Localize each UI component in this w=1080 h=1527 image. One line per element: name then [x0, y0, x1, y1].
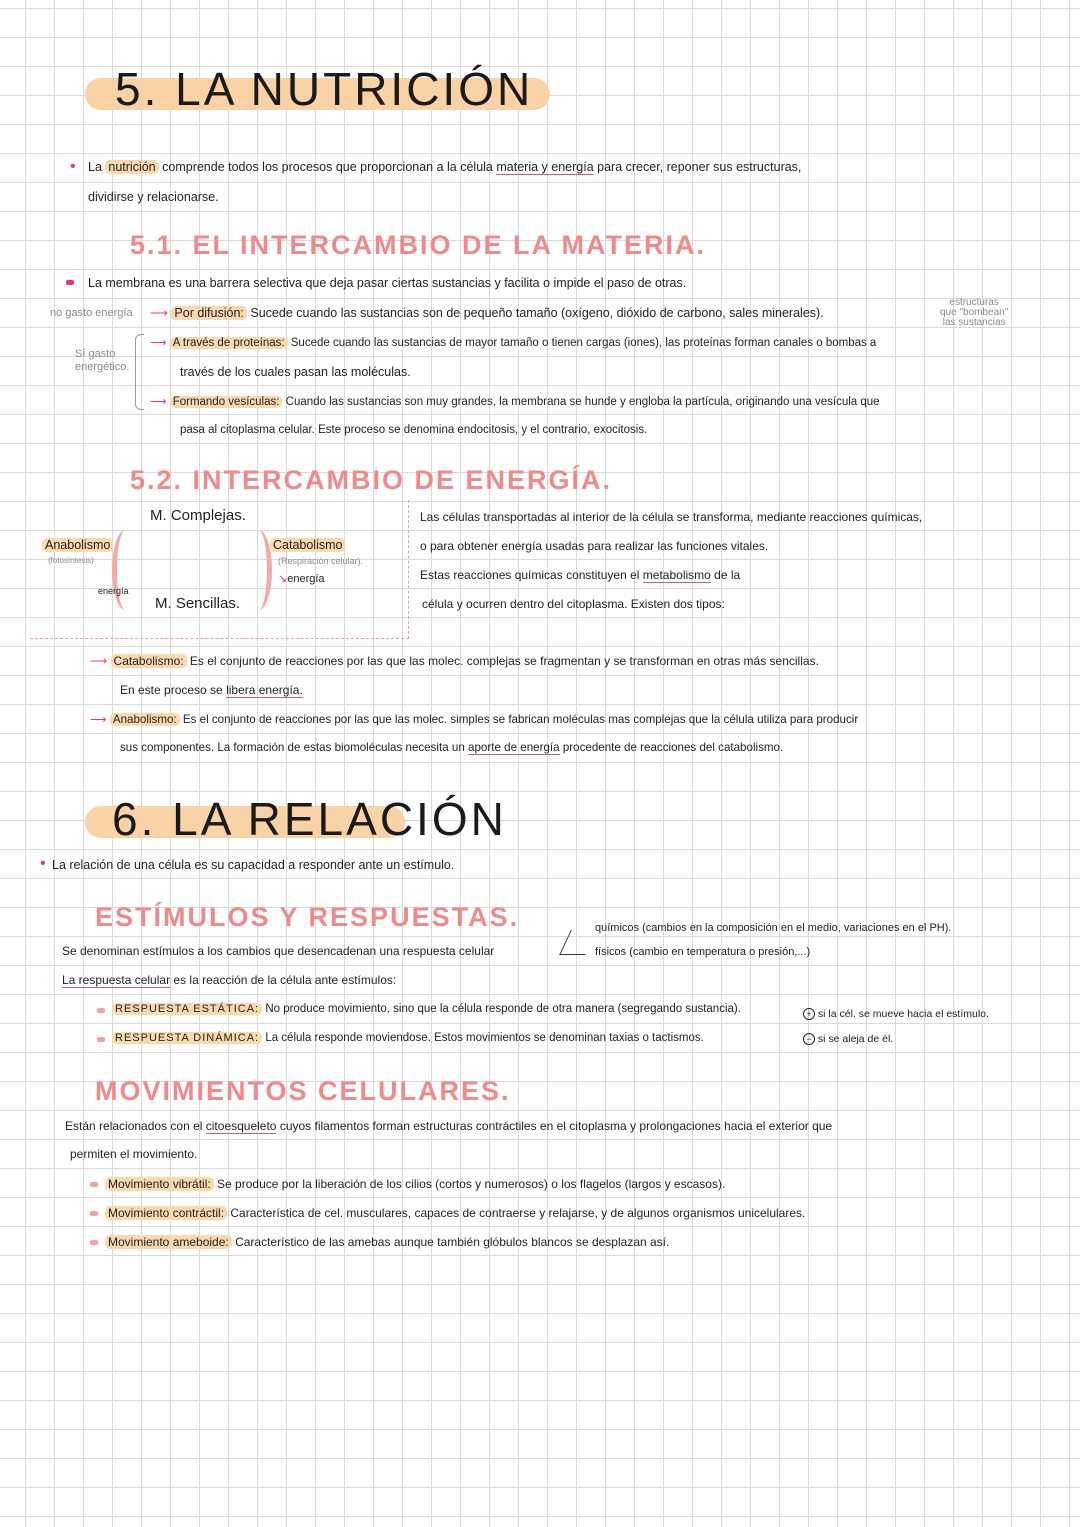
term: Movimiento contráctil:	[105, 1206, 227, 1220]
diagram-top: M. Complejas.	[150, 507, 246, 524]
term: Catabolismo:	[111, 654, 187, 668]
term: Por difusión:	[171, 306, 246, 320]
catabolismo-def-2	[120, 683, 303, 697]
minus-note	[803, 1033, 893, 1045]
term: Anabolismo	[42, 538, 113, 552]
energy-in: energía	[98, 586, 129, 596]
anabolismo-label	[42, 538, 113, 552]
bullet	[90, 1182, 98, 1187]
text: Están relacionados con el	[65, 1119, 203, 1133]
energy-out: ↘energía	[278, 573, 325, 585]
text: sus componentes. La formación de estas biomoléculas necesita un	[120, 741, 465, 754]
bullet: •	[70, 158, 76, 175]
note-line: las sustancias	[942, 317, 1006, 328]
mov-contractil	[105, 1206, 805, 1220]
subsection-title-movimientos: MOVIMIENTOS CELULARES.	[95, 1076, 511, 1106]
text: Sucede cuando las sustancias son de pequeño tamaño (oxígeno, dióxido de carbono, sales minerales).	[250, 306, 824, 320]
bullet: •	[40, 855, 46, 872]
subsection-title-5-2: 5.2. INTERCAMBIO DE ENERGÍA.	[130, 465, 613, 495]
term: RESPUESTA DINÁMICA:	[112, 1032, 262, 1044]
item-proteinas-cont: través de los cuales pasan las moléculas.	[180, 365, 411, 379]
section-title-relacion: 6. LA RELACIÓN	[112, 793, 507, 845]
energy-para-2: o para obtener energía usadas para realizar las funciones vitales.	[420, 539, 769, 553]
term: Anabolismo:	[110, 713, 180, 726]
energy-para-1: Las células transportadas al interior de la célula se transforma, mediante reacciones químicas,	[420, 510, 923, 524]
left-arc-icon	[112, 530, 139, 610]
branch-icon	[559, 930, 597, 955]
bullet	[90, 1211, 98, 1216]
intro-line-2: dividirse y relacionarse.	[88, 190, 219, 204]
underlined-term: La respuesta celular	[62, 973, 171, 987]
item-difusion: ⟶ Por difusión: Sucede cuando las sustancias son de pequeño tamaño (oxígeno, dióxido de carbono, sales minerales).	[150, 306, 824, 320]
respuesta-def	[62, 973, 396, 987]
text: Estas reacciones químicas constituyen el	[420, 568, 640, 582]
subsection-title-5-1: 5.1. EL INTERCAMBIO DE LA MATERIA.	[130, 230, 707, 260]
text: Característica de cel. musculares, capaces de contraerse y relajarse, y de algunos organismos unicelulares.	[230, 1206, 806, 1220]
text: Característico de las amebas aunque también glóbulos blancos se desplazan así.	[235, 1235, 670, 1249]
item-vesiculas: ⟶ Formando vesículas: Cuando las sustancias son muy grandes, la membrana se hunde y engloba la partícula, originando una vesícula que	[150, 396, 880, 408]
estimulos-def: Se denominan estímulos a los cambios que desencadenan una respuesta celular	[62, 944, 495, 958]
text: procedente de reacciones del catabolismo.	[562, 741, 784, 754]
catabolismo-sub: (Respiración celular).	[278, 556, 364, 566]
anabolismo-def-2	[120, 741, 783, 754]
note-estructuras	[940, 298, 1008, 328]
text: La	[88, 160, 102, 174]
term: A través de proteínas:	[170, 337, 288, 349]
text: de la	[714, 568, 741, 582]
term: Movimiento vibrátil:	[105, 1177, 214, 1191]
term: Catabolismo	[270, 538, 345, 552]
underlined-term: metabolismo	[642, 568, 711, 582]
item-vesiculas-cont: pasa al citoplasma celular. Este proceso se denomina endocitosis, y el contrario, exocitosis.	[180, 424, 648, 436]
underlined-term: libera energía.	[226, 683, 303, 697]
bullet	[97, 1037, 105, 1042]
term: RESPUESTA ESTÁTICA:	[112, 1003, 262, 1015]
term: Formando vesículas:	[170, 396, 283, 408]
item-proteinas: ⟶ A través de proteínas: Sucede cuando las sustancias de mayor tamaño o tienen cargas (iones), las proteínas forman canales o bombas a	[150, 337, 877, 349]
energy-para-4: célula y ocurren dentro del citoplasma. Existen dos tipos:	[422, 597, 725, 611]
intro-line-1	[88, 160, 801, 174]
bullet	[90, 1240, 98, 1245]
catabolismo-label	[270, 538, 345, 552]
text: En este proceso se	[120, 683, 223, 697]
text: Cuando las sustancias son muy grandes, la membrana se hunde y engloba la partícula, originando una vesícula que	[285, 396, 880, 408]
bullet	[97, 1008, 105, 1013]
respuesta-dinamica	[112, 1032, 704, 1044]
section-title-nutricion: 5. LA NUTRICIÓN	[115, 63, 534, 115]
anabolismo-def: ⟶ Anabolismo: Es el conjunto de reacciones por las que las molec. simples se fabrican moléculas mas complejas que la célula utiliza para producir	[90, 713, 859, 726]
text: si la cél. se mueve hacia el estímulo.	[817, 1008, 989, 1020]
term: Movimiento ameboide:	[105, 1235, 232, 1249]
text: Es el conjunto de reacciones por las que las molec. simples se fabrican moléculas mas complejas que la célula utiliza para producir	[182, 713, 859, 726]
plus-note	[803, 1008, 989, 1020]
text: No produce movimiento, sino que la célula responde de otra manera (segregando sustancia).	[265, 1003, 741, 1015]
text: energía	[287, 573, 325, 585]
text: si se aleja de él.	[817, 1033, 894, 1045]
brace-icon	[135, 334, 144, 410]
fisicos: físicos (cambio en temperatura o presión,...)	[595, 946, 811, 958]
text: La célula responde moviendose. Estos movimientos se denominan taxias o tactismos.	[265, 1032, 704, 1044]
text: Se produce por la liberación de los cilios (cortos y numerosos) o los flagelos (largos y escasos).	[217, 1177, 726, 1191]
text: cuyos filamentos forman estructuras contráctiles en el citoplasma y prolongaciones hacia el exterior que	[279, 1119, 833, 1133]
right-arc-icon	[245, 530, 272, 610]
term-nutricion: nutrición	[105, 160, 158, 174]
mov-ameboide	[105, 1235, 669, 1249]
membrana-lead: La membrana es una barrera selectiva que deja pasar ciertas sustancias y facilita o impide el paso de otras.	[88, 276, 687, 290]
underlined-term: citoesqueleto	[205, 1119, 277, 1133]
plus-icon: +	[803, 1008, 815, 1020]
minus-icon: −	[803, 1033, 815, 1045]
note-line: que "bombean"	[940, 307, 1009, 318]
underlined-term: aporte de energía	[468, 741, 560, 754]
text: comprende todos los procesos que proporcionan a la célula	[162, 160, 493, 174]
catabolismo-def: ⟶ Catabolismo: Es el conjunto de reacciones por las que las molec. complejas se fragmentan y se transforman en otras más sencillas.	[90, 654, 819, 668]
note-no-gasto: no gasto energía	[50, 307, 133, 319]
respuesta-estatica	[112, 1003, 741, 1015]
movimientos-intro-2: permiten el movimiento.	[70, 1147, 198, 1161]
bullet	[66, 280, 74, 285]
text: es la reacción de la célula ante estímulos:	[173, 973, 397, 987]
text: Es el conjunto de reacciones por las que las molec. complejas se fragmentan y se transforman en otras más sencillas.	[189, 654, 819, 668]
movimientos-intro	[65, 1119, 832, 1133]
anabolismo-sub: (fotosíntesis)	[48, 556, 94, 565]
text: Sucede cuando las sustancias de mayor tamaño o tienen cargas (iones), las proteínas forman canales o bombas a	[290, 337, 877, 349]
mov-vibratil	[105, 1177, 725, 1191]
note-si-gasto: Sí gasto energético.	[75, 348, 130, 373]
energy-para-3	[420, 568, 740, 582]
quimicos: químicos (cambios en la composición en el medio, variaciones en el PH).	[595, 922, 952, 934]
underlined-term: materia y energía	[496, 160, 594, 174]
diagram-bottom: M. Sencillas.	[155, 595, 241, 612]
relacion-intro: La relación de una célula es su capacidad a responder ante un estímulo.	[52, 858, 455, 872]
subsection-title-estimulos: ESTÍMULOS Y RESPUESTAS.	[95, 902, 520, 932]
note-line: estructuras	[949, 297, 999, 308]
text: para crecer, reponer sus estructuras,	[597, 160, 802, 174]
